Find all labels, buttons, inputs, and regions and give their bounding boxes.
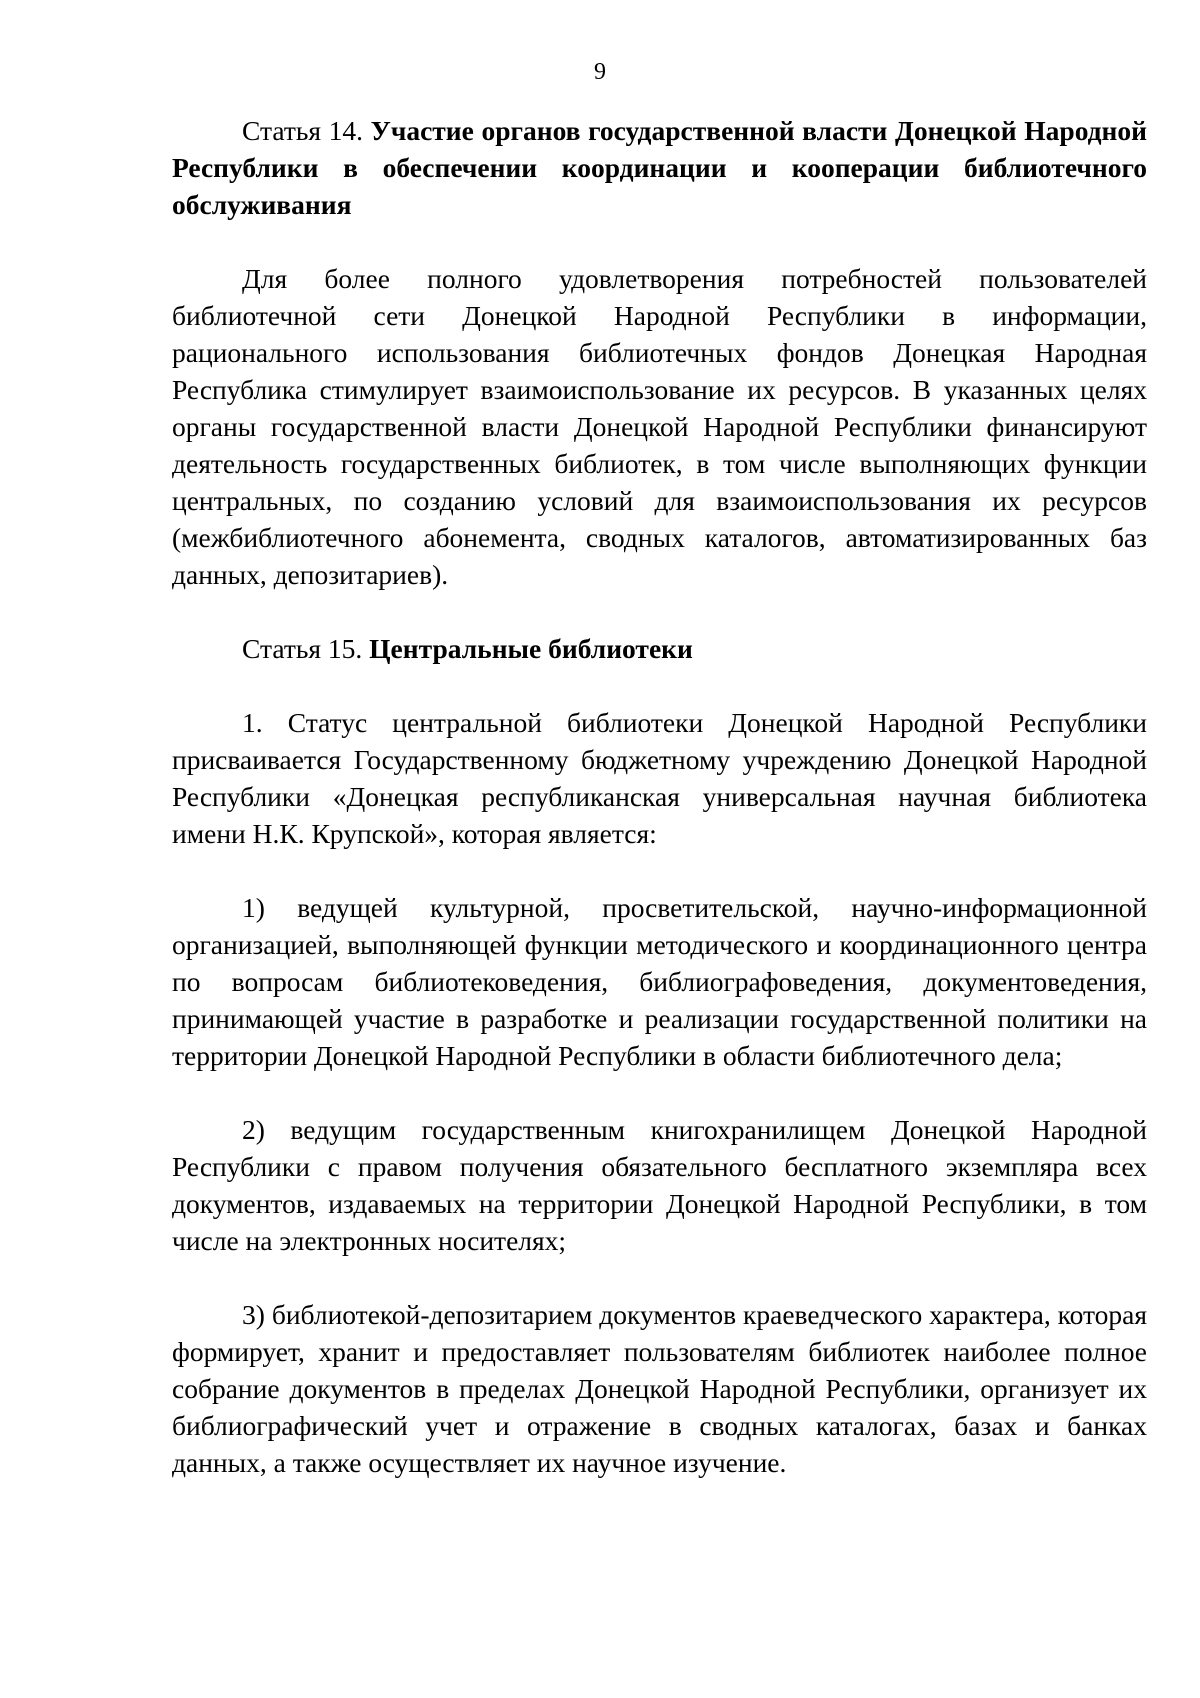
article-15-item-1: 1) ведущей культурной, просветительской, научно-информационной организацией, выполняющей функции методического и координационного центра по вопросам библиотековедения, библиографоведения, документоведения, принимающей участие в разработке и реализации государственной политики на территории Донецкой Народной Республики в области библиотечного дела; — [172, 892, 1147, 1071]
document-body — [172, 112, 1147, 1481]
article-14-title: Участие органов государственной власти Донецкой Народной Республики в обеспечении координации и кооперации библиотечного обслуживания — [172, 115, 1147, 220]
article-15-item-3: 3) библиотекой-депозитарием документов краеведческого характера, которая формирует, хранит и предоставляет пользователям библиотек наиболее полное собрание документов в пределах Донецкой Народной Республики, организует их библиографический учет и отражение в сводных каталогах, базах и банках данных, а также осуществляет их научное изучение. — [172, 1299, 1147, 1478]
article-15-paragraph-1: 1. Статус центральной библиотеки Донецкой Народной Республики присваивается Государственному бюджетному учреждению Донецкой Народной Республики «Донецкая республиканская универсальная научная библиотека имени Н.К. Крупской», которая является: — [172, 707, 1147, 849]
article-14-heading — [172, 112, 1147, 223]
article-14-label: Статья 14. — [242, 115, 364, 146]
article-15-heading — [172, 630, 1147, 667]
article-15-label: Статья 15. — [242, 633, 363, 664]
article-15-title: Центральные библиотеки — [369, 633, 693, 664]
spacer — [172, 1074, 1147, 1111]
spacer — [172, 593, 1147, 630]
spacer — [172, 223, 1147, 260]
spacer — [172, 852, 1147, 889]
spacer — [172, 1259, 1147, 1296]
article-15-item-2: 2) ведущим государственным книгохранилищем Донецкой Народной Республики с правом получения обязательного бесплатного экземпляра всех документов, издаваемых на территории Донецкой Народной Республики, в том числе на электронных носителях; — [172, 1114, 1147, 1256]
article-14-paragraph: Для более полного удовлетворения потребностей пользователей библиотечной сети Донецкой Народной Республики в информации, рационального использования библиотечных фондов Донецкая Народная Республика стимулирует взаимоиспользование их ресурсов. В указанных целях органы государственной власти Донецкой Народной Республики финансируют деятельность государственных библиотек, в том числе выполняющих функции центральных, по созданию условий для взаимоиспользования их ресурсов (межбиблиотечного абонемента, сводных каталогов, автоматизированных баз данных, депозитариев). — [172, 263, 1147, 590]
page-number: 9 — [594, 59, 606, 85]
spacer — [172, 667, 1147, 704]
